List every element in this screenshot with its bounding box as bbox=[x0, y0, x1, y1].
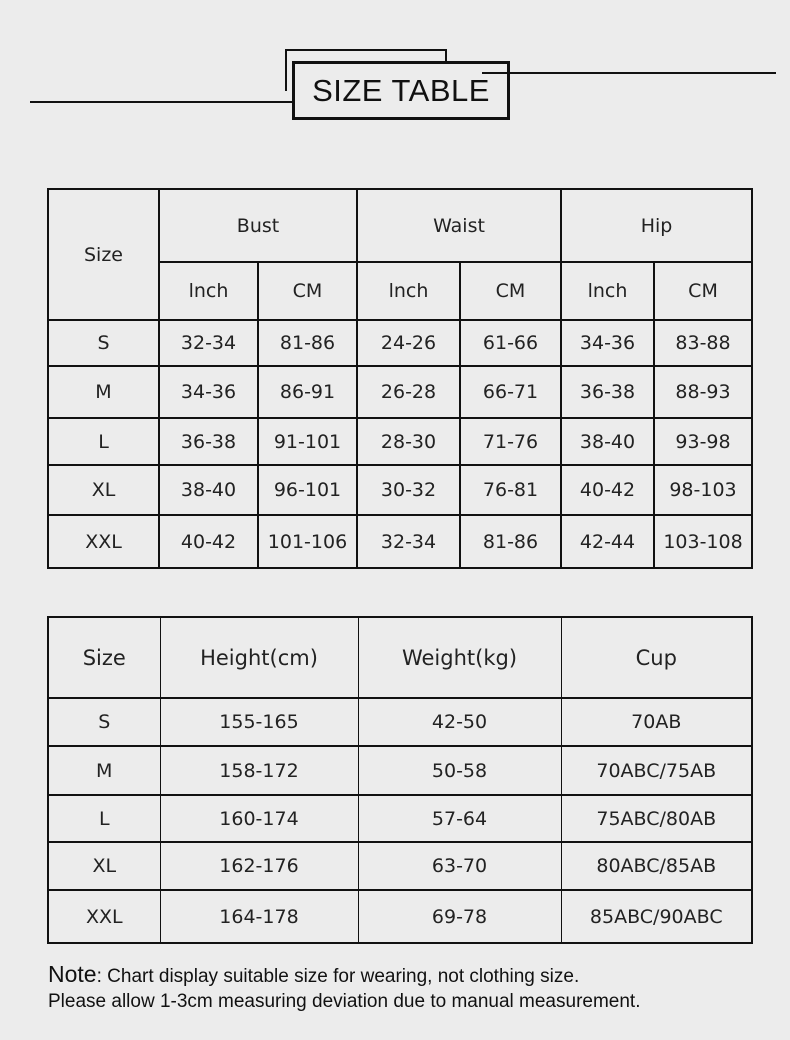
waist-inch-cell: 24-26 bbox=[357, 320, 460, 366]
table-row bbox=[48, 746, 752, 795]
header-waist: Waist bbox=[357, 189, 561, 262]
page-title: SIZE TABLE bbox=[312, 72, 490, 108]
size-cell: S bbox=[48, 320, 159, 366]
header-bust-cm: CM bbox=[258, 262, 357, 320]
size-cell: XXL bbox=[48, 890, 160, 943]
height-cell: 160-174 bbox=[160, 795, 358, 842]
header-size: Size bbox=[48, 189, 159, 320]
header-size: Size bbox=[48, 617, 160, 698]
cup-cell: 80ABC/85AB bbox=[561, 842, 752, 890]
waist-inch-cell: 26-28 bbox=[357, 366, 460, 418]
bust-inch-cell: 34-36 bbox=[159, 366, 258, 418]
note-text-1: : Chart display suitable size for wearing, not clothing size. bbox=[96, 966, 580, 987]
hip-inch-cell: 38-40 bbox=[561, 418, 654, 465]
header-bust-inch: lnch bbox=[159, 262, 258, 320]
header-cup: Cup bbox=[561, 617, 752, 698]
height-cell: 158-172 bbox=[160, 746, 358, 795]
hip-inch-cell: 36-38 bbox=[561, 366, 654, 418]
table-row bbox=[48, 320, 752, 366]
cup-cell: 85ABC/90ABC bbox=[561, 890, 752, 943]
hip-inch-cell: 34-36 bbox=[561, 320, 654, 366]
waist-cm-cell: 76-81 bbox=[460, 465, 561, 515]
header-hip-inch: lnch bbox=[561, 262, 654, 320]
note bbox=[48, 962, 640, 1014]
header-height: Height(cm) bbox=[160, 617, 358, 698]
size-cell: L bbox=[48, 795, 160, 842]
size-cell: XL bbox=[48, 465, 159, 515]
bust-cm-cell: 91-101 bbox=[258, 418, 357, 465]
height-cell: 155-165 bbox=[160, 698, 358, 746]
table-row bbox=[48, 842, 752, 890]
waist-inch-cell: 30-32 bbox=[357, 465, 460, 515]
size-cell: XXL bbox=[48, 515, 159, 568]
waist-inch-cell: 32-34 bbox=[357, 515, 460, 568]
waist-inch-cell: 28-30 bbox=[357, 418, 460, 465]
height-cell: 164-178 bbox=[160, 890, 358, 943]
title-left-line bbox=[30, 101, 324, 103]
size-cell: S bbox=[48, 698, 160, 746]
waist-cm-cell: 61-66 bbox=[460, 320, 561, 366]
table-row bbox=[48, 515, 752, 568]
header-waist-inch: lnch bbox=[357, 262, 460, 320]
hip-cm-cell: 88-93 bbox=[654, 366, 752, 418]
table-row bbox=[48, 366, 752, 418]
bust-inch-cell: 38-40 bbox=[159, 465, 258, 515]
size-cell: XL bbox=[48, 842, 160, 890]
size-cell: M bbox=[48, 746, 160, 795]
header-hip-cm: CM bbox=[654, 262, 752, 320]
header-bust: Bust bbox=[159, 189, 357, 262]
hip-cm-cell: 98-103 bbox=[654, 465, 752, 515]
table-row bbox=[48, 465, 752, 515]
bust-cm-cell: 101-106 bbox=[258, 515, 357, 568]
size-cell: M bbox=[48, 366, 159, 418]
weight-cell: 63-70 bbox=[358, 842, 561, 890]
hip-cm-cell: 83-88 bbox=[654, 320, 752, 366]
bust-inch-cell: 32-34 bbox=[159, 320, 258, 366]
table-row bbox=[48, 890, 752, 943]
waist-cm-cell: 71-76 bbox=[460, 418, 561, 465]
cup-cell: 70ABC/75AB bbox=[561, 746, 752, 795]
title-right-line bbox=[482, 72, 776, 74]
hip-cm-cell: 103-108 bbox=[654, 515, 752, 568]
hip-cm-cell: 93-98 bbox=[654, 418, 752, 465]
hip-inch-cell: 42-44 bbox=[561, 515, 654, 568]
weight-cell: 42-50 bbox=[358, 698, 561, 746]
weight-cell: 69-78 bbox=[358, 890, 561, 943]
header-row bbox=[48, 617, 752, 698]
header-row-groups bbox=[48, 189, 752, 262]
bust-inch-cell: 40-42 bbox=[159, 515, 258, 568]
size-cell: L bbox=[48, 418, 159, 465]
hip-inch-cell: 40-42 bbox=[561, 465, 654, 515]
bust-cm-cell: 81-86 bbox=[258, 320, 357, 366]
cup-cell: 70AB bbox=[561, 698, 752, 746]
bust-cm-cell: 86-91 bbox=[258, 366, 357, 418]
waist-cm-cell: 81-86 bbox=[460, 515, 561, 568]
note-line-1 bbox=[48, 962, 640, 989]
table-row bbox=[48, 795, 752, 842]
weight-cell: 57-64 bbox=[358, 795, 561, 842]
bust-inch-cell: 36-38 bbox=[159, 418, 258, 465]
header-waist-cm: CM bbox=[460, 262, 561, 320]
waist-cm-cell: 66-71 bbox=[460, 366, 561, 418]
table-row bbox=[48, 698, 752, 746]
note-text-2: Please allow 1-3cm measuring deviation due to manual measurement. bbox=[48, 991, 641, 1012]
cup-cell: 75ABC/80AB bbox=[561, 795, 752, 842]
bust-cm-cell: 96-101 bbox=[258, 465, 357, 515]
note-label: Note bbox=[48, 961, 97, 987]
height-cell: 162-176 bbox=[160, 842, 358, 890]
header-weight: Weight(kg) bbox=[358, 617, 561, 698]
table-row bbox=[48, 418, 752, 465]
weight-cell: 50-58 bbox=[358, 746, 561, 795]
fit-table bbox=[47, 616, 753, 944]
header-hip: Hip bbox=[561, 189, 752, 262]
body-measurement-table bbox=[47, 188, 753, 569]
